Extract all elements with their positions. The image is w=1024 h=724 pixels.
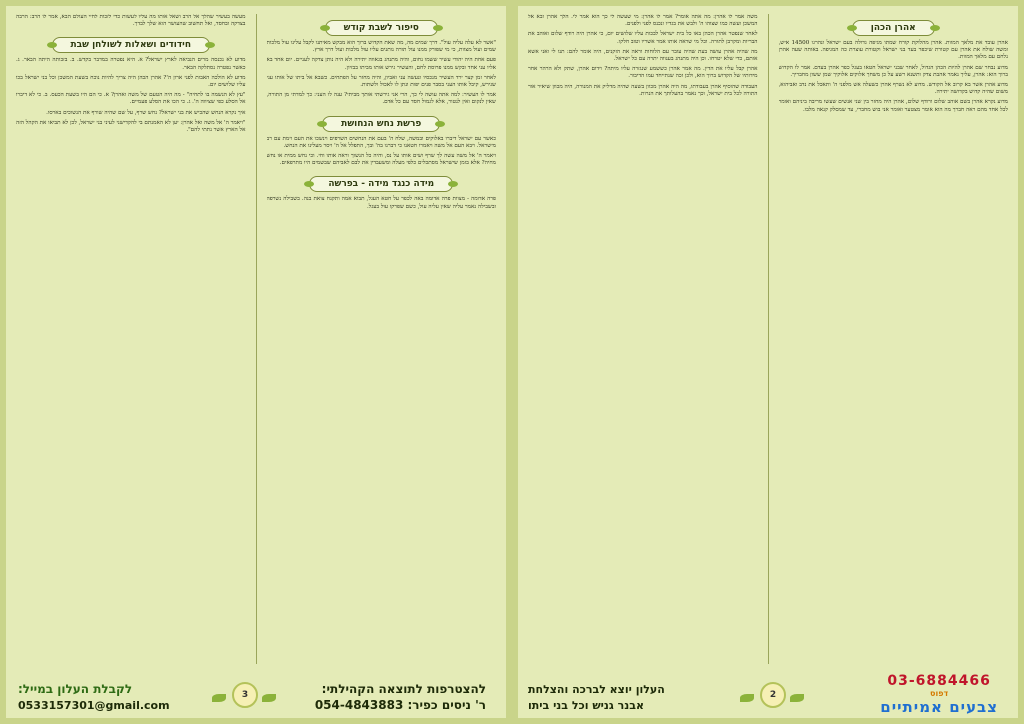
- paragraph: "ויאמר ה' אל משה ואל אהרן: יען לא האמנתם בי להקדישני לעיני בני ישראל, לכן לא תביאו את הקהל הזה אל הארץ אשר נתתי להם".: [16, 119, 246, 134]
- page3-column-right: [267, 14, 497, 664]
- section-title-story: סיפור לשבת קודש: [325, 20, 438, 36]
- paragraph: פעם אחת היה יהודי עשיר ששמו נחום, והיה מתנהג בגאווה יתירה ולא היה נותן צדקה לעניים. יום אחד בא אליו עני אחד ובקש ממנו פרוסת לחם, והעשיר גירש אותו מביתו בבזיון.: [266, 57, 496, 71]
- page-number: 2: [760, 682, 786, 708]
- paragraph: מדוע אהרן אשר בא קרוב אל הקודש. מדוע לא נשרף אהרן כשעלה אש מלפני ה' ותאכל את נדב ואביהוא, משום שהיה קדוש בקדושה יתירה.: [778, 82, 1008, 96]
- column-divider: [256, 14, 257, 664]
- paragraph: מה שהיה אהרן עושה בעת שהיה עובר עם הלוחות וראה את הזקנים, היה אומר להם: תנו לי ואני אשא אותם, כדי שלא יטרחו. וכן היה מתנהג בענווה יתרה עם כל ישראל.: [528, 48, 758, 63]
- page-number: 3: [232, 682, 258, 708]
- paragraph: פרה אדומה - מצוות פרה אדומה באה לכפר על חטא העגל, תבוא אמה ותקנח צואת בנה. בשבילה נשרפה ובשבילה נאמר עליה שאין עליה עול, כשם שפרקו עול בעגל.: [266, 196, 496, 210]
- email-title: לקבלת העלון במייל:: [18, 682, 133, 696]
- section-title-measure: מידה כנגד מידה - בפרשה: [309, 176, 453, 192]
- paragraph: "אשר לא עלה עליה עול". דרך שמים מה, מה שאת הקדוש ברוך הוא מבקש מאיתנו לקבל עלינו עול מלכות שמים ועול מצוות, כי מי שפורק ממנו עול תורה נותנים עליו עול מלכות ועול דרך ארץ.: [266, 40, 496, 54]
- section-title-aaron: אהרן הכהן: [852, 20, 935, 36]
- paragraph: מדוע נקרא אהרן בשם אוהב שלום ורודף שלום, אהרן היה מחזר בין שני אנשים שעשו מריבה ביניהם ואומר לכל אחד מהם ראה חברך מה הוא אומר מצטער ואומר אני בוש מחברי, עד שמסלק קנאה מלבו.: [778, 99, 1008, 113]
- paragraph: ויאמר ה' אל משה עשה לך שרף ושים אותו על נס, והיה כל הנשוך וראה אותו וחי. וכי נחש ממית או נחש מחיה? אלא בזמן שישראל מסתכלים כלפי מעלה ומשעבדין את לבם לאביהם שבשמים היו מתרפאים.: [266, 153, 496, 167]
- paragraph: אהרן עובד את מלאך המוות. אהרן מהלוקת קורח שמתו מגיפה גדולה בעם ישראל ונהרגו 14500 איש, ומשה שולח את אהרן עם קטורת שיכפר בעד בני ישראל וקטורת עוצרת כה המגיפה. באותה שעה אהרן נלחם עם מלאך המוות.: [778, 40, 1008, 61]
- page2-footer: [518, 668, 1018, 718]
- printer-logo: [880, 673, 998, 716]
- leaf-icon: [740, 694, 754, 702]
- page-3: [6, 6, 506, 718]
- paragraph: כאשר עם ישראל דיברו באלוקים ובמשה, שלח ה' בעם את הנחשים השרפים וינשכו את העם וימת עם רב מישראל. ויבא העם אל משה ויאמרו חטאנו כי דברנו בה' ובך, התפלל אל ה' ויסר מעלינו את הנחש.: [266, 135, 496, 149]
- logo-name: צבעים אמיתיים: [880, 698, 998, 716]
- section-title-bronze-serpent: פרשת נחש הנחושת: [322, 116, 440, 132]
- paragraph: לאחר שנפטר אהרן הכהן באו כל בית ישראל לבכות עליו שלושים יום, כי אהרן היה רודף שלום ואוהב את הבריות ומקרבן לתורה. וכל מי שראה אותו אמר אשריו וטוב חלקו.: [528, 31, 758, 45]
- paragraph: אהרן קבל עליו את הדין. מה אמר אהרן כששמע שנגזרה עליו מיתה? וידום אהרן, שתק ולא הרהר אחר מידותיו של הקדוש ברוך הוא, ולכן זכה שנתייחד עמו הדיבור.: [528, 66, 758, 80]
- logo-phone: 03-6884466: [887, 673, 991, 689]
- paragraph: מעשה בעשיר שהלך אל הרב ושאל אותו מה עליו לעשות כדי לזכות לחיי העולם הבא, אמר לו הרב: הרבה בצדקה ובחסד, ואל תחשוב שהעושר הוא שלך לבדך.: [16, 14, 246, 28]
- section-title-riddles: חידודים ושאלות לשולחן שבת: [52, 37, 211, 53]
- page3-footer: [6, 668, 506, 718]
- page-2: [518, 6, 1018, 718]
- dedication-line1: העלון יוצא לברכה והצלחת: [528, 683, 665, 696]
- paragraph: מדוע לא נכנסה מרים הנביאה לארץ ישראל? א. היא נפטרה במדבר בקדש. ב. בזכותה היתה הבאר. ג. כאשר נפטרה נסתלקה הבאר.: [16, 57, 246, 71]
- page2-column-right: [779, 14, 1009, 664]
- paragraph: "עץ לא הנשמה בו לתחיה" - מה היה הטעם של משה ואהרן? א. כי הם היו בשעת הכעס. ב. כי לא דיברו אל הסלע כפי שציווה ה'. ג. כי הכו את הסלע פעמיים.: [16, 92, 246, 106]
- paragraph: אמר לו העשיר: למה אתה עושה לי כך, הרי אני גירשתי אותך מביתי? ענה לו העני: כך למדתי מן התורה, שאין לנקום ואין לנטור, אלא לגמול חסד עם כל אדם.: [266, 92, 496, 106]
- paragraph: לאחר זמן קצר ירד העשיר מנכסיו ונעשה עני ואביון, והיה מחזר על הפתחים. כשבא אל ביתו של אותו עני שגירש, קיבל אותו העני בסבר פנים יפות ונתן לו לאכול ולשתות.: [266, 74, 496, 89]
- column-divider: [768, 14, 769, 664]
- logo-sub: דפוס: [930, 689, 949, 698]
- join-title: להצטרפות לתוצאה הקהילתי:: [321, 682, 486, 696]
- paragraph: מדוע נבחר שם אהרן להיות הכהן הגדול, לאחר שבני ישראל חטאו בעגל כפר אהרן בעדם. אמר לו הקדוש ברוך הוא: אהרן, עליך נאמר אהבת צדק ותשנא רשע על כן משחך אלוקים אלוקיך שמן ששון מחבריך.: [778, 64, 1008, 78]
- page2-column-left: [528, 14, 758, 664]
- paragraph: העבודה שהוסיף אהרן בעבודתו, מה היה אהרן מכוון בשעה שהיה מדליק את המנורה, היה מכוון שיאיר אור התורה לכל בית ישראל, וכך נאמר בהעלותך את הנרות.: [528, 83, 758, 97]
- dedication-line2: אבנר גניש וכל בני ביתו: [528, 699, 644, 712]
- paragraph: משה אמר לו אהרן: מה אתה אומר? אמר לו אהרן: מי שעשה לי כך הוא אמר לי. הלך אהרן ובא אל המשכן ועשה כמו שצוהו ה' ולבש את בגדיו ונכנס לפני ולפנים.: [528, 14, 758, 28]
- leaf-icon: [212, 694, 226, 702]
- leaf-icon: [790, 694, 804, 702]
- join-contact: ר' ניסים כפיר: 054-4843883: [314, 698, 486, 712]
- leaf-icon: [262, 694, 276, 702]
- page3-column-left: [16, 14, 246, 664]
- paragraph: מדוע לא הולכה האבות לפני ארון ה'? אהרן הכהן היה צריך להיות נוכח בשעת המשכן וכל בני ישראל בכו עליו שלושים יום.: [16, 74, 246, 89]
- paragraph: איך נקרא הנחש שהכיש את בני ישראל? נחש שרף, על שם שהיה שורף את הנשוכים בארסו.: [46, 109, 246, 116]
- email-address[interactable]: 0533157301@gmail.com: [18, 699, 170, 712]
